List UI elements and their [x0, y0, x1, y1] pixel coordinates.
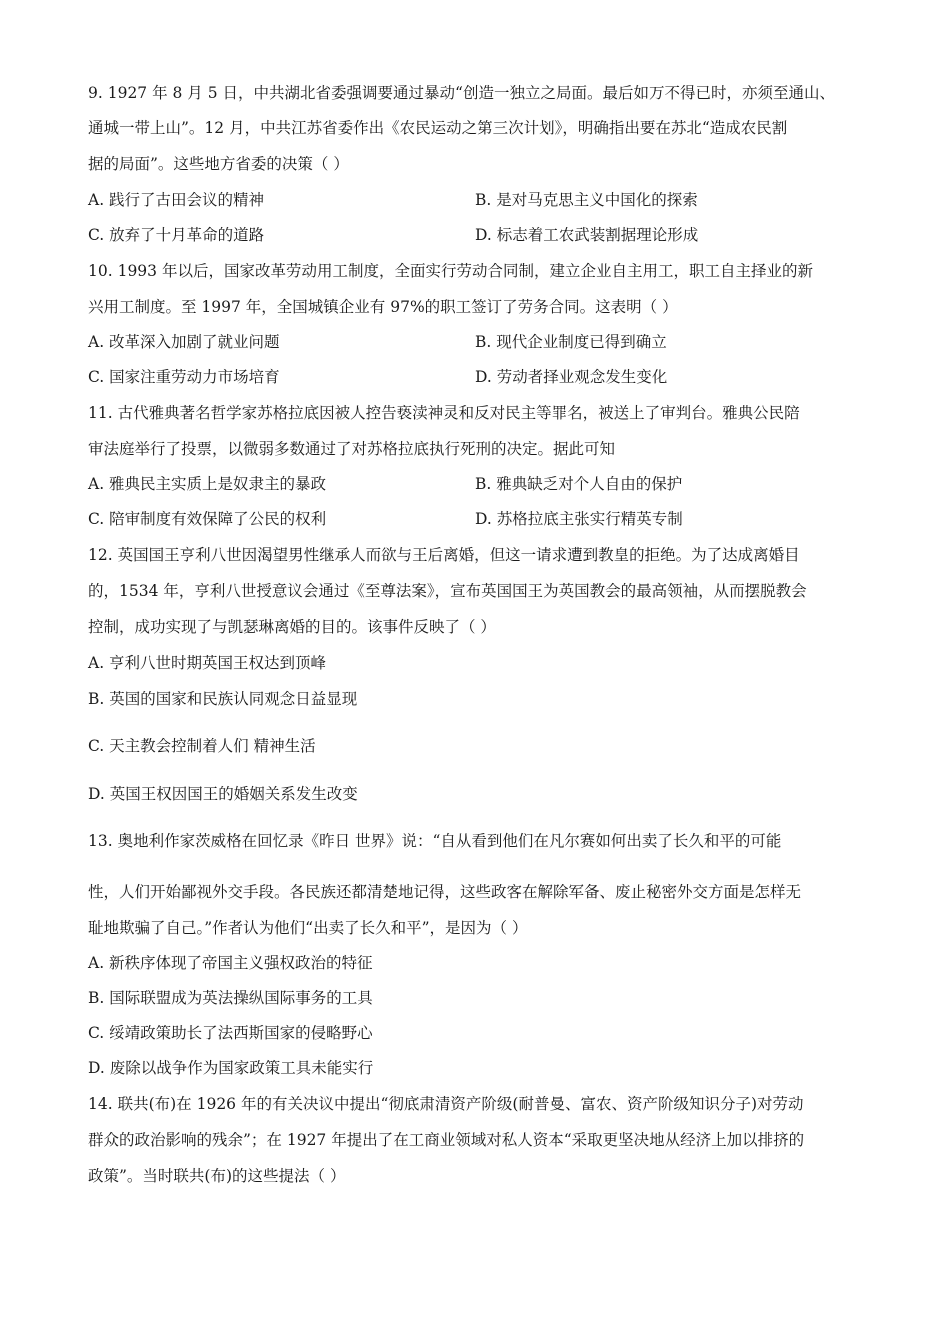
q13-stem-line-2: 性，人们开始鄙视外交手段。各民族还都清楚地记得，这些政客在解除军备、废止秘密外交方面是怎样无	[88, 883, 802, 901]
q14-stem-line-2: 群众的政治影响的残余”；在 1927 年提出了在工商业领域对私人资本“采取更坚决地从经济上加以排挤的	[88, 1131, 805, 1149]
q10-option-c: C. 国家注重劳动力市场培育	[88, 368, 280, 386]
q11-stem-line-2: 审法庭举行了投票，以微弱多数通过了对苏格拉底执行死刑的决定。据此可知	[88, 440, 616, 458]
q12-option-c: C. 天主教会控制着人们 精神生活	[88, 737, 316, 755]
q11-option-d: D. 苏格拉底主张实行精英专制	[475, 510, 683, 528]
q9-stem-line-1: 9. 1927 年 8 月 5 日，中共湖北省委强调要通过暴动“创造一独立之局面。最后如万不得已时，亦须至通山、	[88, 84, 835, 102]
q13-option-a: A. 新秩序体现了帝国主义强权政治的特征	[88, 954, 373, 972]
q11-option-c: C. 陪审制度有效保障了公民的权利	[88, 510, 327, 528]
q9-option-b: B. 是对马克思主义中国化的探索	[475, 191, 698, 209]
q12-stem-line-1: 12. 英国国王亨利八世因渴望男性继承人而欲与王后离婚，但这一请求遭到教皇的拒绝。为了达成离婚目	[88, 546, 800, 564]
q10-option-d: D. 劳动者择业观念发生变化	[475, 368, 668, 386]
q12-stem-line-3: 控制，成功实现了与凯瑟琳离婚的目的。该事件反映了（ ）	[88, 618, 496, 636]
q14-stem-line-3: 政策”。当时联共(布)的这些提法（ ）	[88, 1167, 346, 1185]
q13-stem-line-1: 13. 奥地利作家茨威格在回忆录《昨日 世界》说：“自从看到他们在凡尔赛如何出卖了长久和平的可能	[88, 832, 782, 850]
q9-stem-line-3: 据的局面”。这些地方省委的决策（ ）	[88, 155, 349, 173]
q13-option-c: C. 绥靖政策助长了法西斯国家的侵略野心	[88, 1024, 373, 1042]
q9-stem-line-2: 通城一带上山”。12 月，中共江苏省委作出《农民运动之第三次计划》，明确指出要在苏北“造成农民割	[88, 119, 788, 137]
q9-option-d: D. 标志着工农武装割据理论形成	[475, 226, 699, 244]
q10-option-a: A. 改革深入加剧了就业问题	[88, 333, 280, 351]
q13-stem-line-3: 耻地欺骗了自己。”作者认为他们“出卖了长久和平”，是因为（ ）	[88, 919, 528, 937]
q14-stem-line-1: 14. 联共(布)在 1926 年的有关决议中提出“彻底肃清资产阶级(耐普曼、富农、资产阶级知识分子)对劳动	[88, 1095, 804, 1113]
q12-stem-line-2: 的，1534 年，亨利八世授意议会通过《至尊法案》，宣布英国国王为英国教会的最高领袖，从而摆脱教会	[88, 582, 807, 600]
q13-option-d: D. 废除以战争作为国家政策工具未能实行	[88, 1059, 374, 1077]
q12-option-b: B. 英国的国家和民族认同观念日益显现	[88, 690, 358, 708]
q11-option-b: B. 雅典缺乏对个人自由的保护	[475, 475, 683, 493]
q9-option-c: C. 放弃了十月革命的道路	[88, 226, 265, 244]
q12-option-a: A. 亨利八世时期英国王权达到顶峰	[88, 654, 327, 672]
q10-stem-line-1: 10. 1993 年以后，国家改革劳动用工制度，全面实行劳动合同制，建立企业自主用工，职工自主择业的新	[88, 262, 813, 280]
q13-option-b: B. 国际联盟成为英法操纵国际事务的工具	[88, 989, 373, 1007]
q11-option-a: A. 雅典民主实质上是奴隶主的暴政	[88, 475, 327, 493]
q10-stem-line-2: 兴用工制度。至 1997 年，全国城镇企业有 97%的职工签订了劳务合同。这表明（ ）	[88, 298, 678, 316]
q10-option-b: B. 现代企业制度已得到确立	[475, 333, 667, 351]
q12-option-d: D. 英国王权因国王的婚姻关系发生改变	[88, 785, 358, 803]
q9-option-a: A. 践行了古田会议的精神	[88, 191, 265, 209]
q11-stem-line-1: 11. 古代雅典著名哲学家苏格拉底因被人控告亵渎神灵和反对民主等罪名，被送上了审判台。雅典公民陪	[88, 404, 800, 422]
